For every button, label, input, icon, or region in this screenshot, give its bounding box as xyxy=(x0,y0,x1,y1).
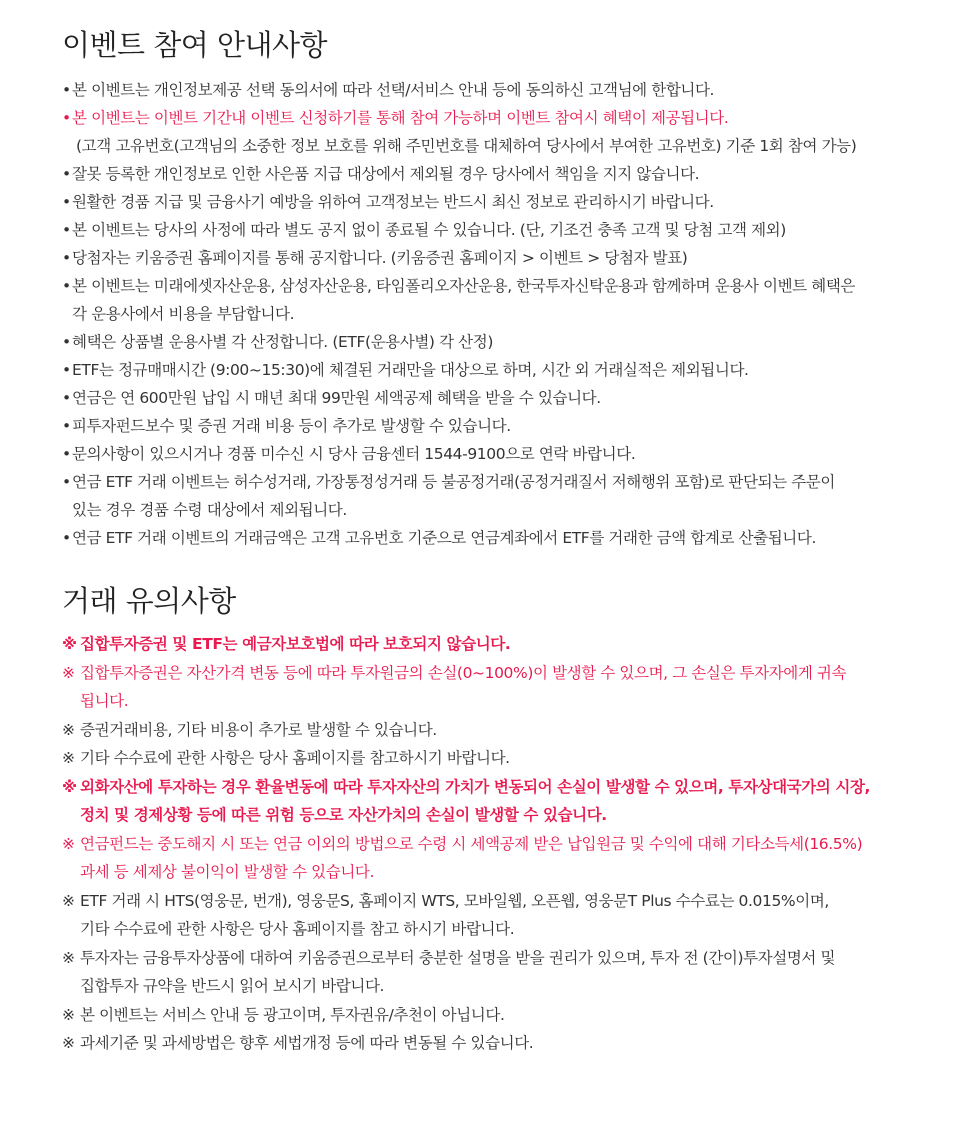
list-item: • 잘못 등록한 개인정보로 인한 사은품 지급 대상에서 제외될 경우 당사에서 책임을 지지 않습니다. xyxy=(62,165,700,183)
list-item: • 문의사항이 있으시거나 경품 미수신 시 당사 금융센터 1544-9100으로 연락 바랍니다. xyxy=(62,445,636,463)
list-item: • 본 이벤트는 미래에셋자산운용, 삼성자산운용, 타임폴리오자산운용, 한국투자신탁운용과 함께하며 운용사 이벤트 혜택은 각 운용사에서 비용을 부담합니다. xyxy=(62,277,855,323)
event-notice-list xyxy=(62,76,900,552)
list-item-note: (고객 고유번호(고객님의 소중한 정보 보호를 위해 주민번호를 대체하여 당사에서 부여한 고유번호) 기준 1회 참여 가능) xyxy=(76,137,857,155)
list-item: ※ 투자자는 금융투자상품에 대하여 키움증권으로부터 충분한 설명을 받을 권리가 있으며, 투자 전 (간이)투자설명서 및 집합투자 규약을 반드시 읽어 보시기 바랍니다. xyxy=(62,948,836,995)
list-item: • 피투자펀드보수 및 증권 거래 비용 등이 추가로 발생할 수 있습니다. xyxy=(62,417,511,435)
list-item: • 연금은 연 600만원 납입 시 매년 최대 99만원 세액공제 혜택을 받을 수 있습니다. xyxy=(62,389,601,407)
list-item: ※ 연금펀드는 중도해지 시 또는 연금 이외의 방법으로 수령 시 세액공제 받은 납입원금 및 수익에 대해 기타소득세(16.5%) 과세 등 세제상 불이익이 발생할 수 있습니다. xyxy=(62,834,863,881)
list-item: ※ 증권거래비용, 기타 비용이 추가로 발생할 수 있습니다. xyxy=(62,720,437,739)
list-item: ※ 과세기준 및 과세방법은 향후 세법개정 등에 따라 변동될 수 있습니다. xyxy=(62,1034,534,1052)
list-item: • 연금 ETF 거래 이벤트의 거래금액은 고객 고유번호 기준으로 연금계좌에서 ETF를 거래한 금액 합계로 산출됩니다. xyxy=(62,529,816,547)
list-item: ※ 외화자산에 투자하는 경우 환율변동에 따라 투자자산의 가치가 변동되어 손실이 발생할 수 있으며, 투자상대국가의 시장, 정치 및 경제상황 등에 따른 위험 등으로 자산가치의 손실이 발생할 수 있습니다. xyxy=(62,777,871,824)
list-item: ※ 기타 수수료에 관한 사항은 당사 홈페이지를 참고하시기 바랍니다. xyxy=(62,749,510,767)
list-item: ※ 집합투자증권 및 ETF는 예금자보호법에 따라 보호되지 않습니다. xyxy=(62,635,511,653)
list-item: • 원활한 경품 지급 및 금융사기 예방을 위하여 고객정보는 반드시 최신 정보로 관리하시기 바랍니다. xyxy=(62,193,714,211)
list-item: • 당첨자는 키움증권 홈페이지를 통해 공지합니다. (키움증권 홈페이지 > 이벤트 > 당첨자 발표) xyxy=(62,249,688,267)
list-item: • 본 이벤트는 개인정보제공 선택 동의서에 따라 선택/서비스 안내 등에 동의하신 고객님에 한합니다. xyxy=(62,81,715,99)
list-item: • 본 이벤트는 이벤트 기간내 이벤트 신청하기를 통해 참여 가능하며 이벤트 참여시 혜택이 제공됩니다. xyxy=(62,109,729,127)
list-item: ※ ETF 거래 시 HTS(영웅문, 번개), 영웅문S, 홈페이지 WTS, 모바일웹, 오픈웹, 영웅문T Plus 수수료는 0.015%이며, 기타 수수료에 관한 사항은 당사 홈페이지를 참고 하시기 바랍니다. xyxy=(62,891,829,938)
trading-caution-list xyxy=(62,630,900,1058)
event-notice-title: 이벤트 참여 안내사항 xyxy=(62,28,328,62)
list-item: • 본 이벤트는 당사의 사정에 따라 별도 공지 없이 종료될 수 있습니다. (단, 기조건 충족 고객 및 당첨 고객 제외) xyxy=(62,221,786,239)
list-item: ※ 본 이벤트는 서비스 안내 등 광고이며, 투자권유/추천이 아닙니다. xyxy=(62,1005,505,1024)
list-item: • 연금 ETF 거래 이벤트는 허수성거래, 가장통정성거래 등 불공정거래(공정거래질서 저해행위 포함)로 판단되는 주문이 있는 경우 경품 수령 대상에서 제외됩니다. xyxy=(62,473,835,519)
list-item: ※ 집합투자증권은 자산가격 변동 등에 따라 투자원금의 손실(0~100%)이 발생할 수 있으며, 그 손실은 투자자에게 귀속 됩니다. xyxy=(62,663,847,710)
list-item: • 혜택은 상품별 운용사별 각 산정합니다. (ETF(운용사별) 각 산정) xyxy=(62,333,493,351)
list-item: • ETF는 정규매매시간 (9:00~15:30)에 체결된 거래만을 대상으로 하며, 시간 외 거래실적은 제외됩니다. xyxy=(62,361,749,379)
trading-caution-title: 거래 유의사항 xyxy=(62,584,236,618)
